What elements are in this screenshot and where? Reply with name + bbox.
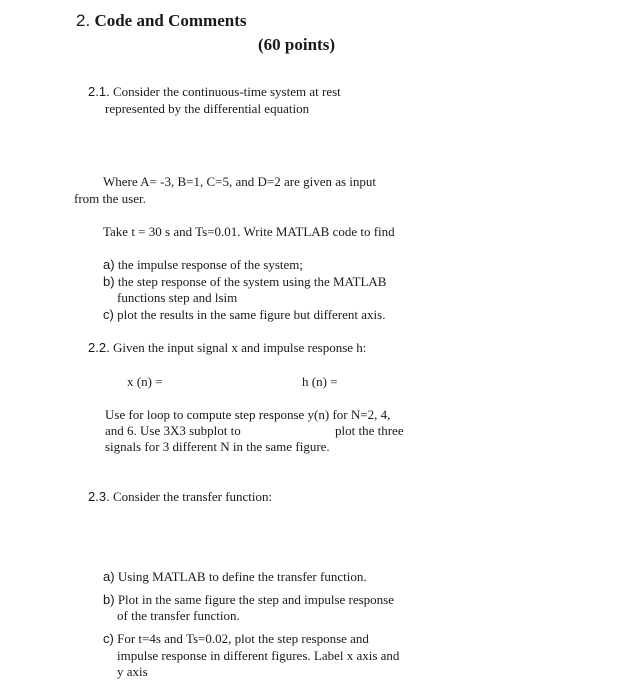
- q22-number: 2.2.: [88, 340, 110, 355]
- section-title: Code and Comments: [94, 11, 247, 30]
- q23-item-c-text: For t=4s and Ts=0.02, plot the step response and: [117, 631, 369, 646]
- q21-item-c-letter: c): [103, 307, 114, 322]
- q23-item-b-letter: b): [103, 592, 115, 607]
- q23-line1: 2.3. Consider the transfer function:: [88, 489, 273, 504]
- q21-item-b: [103, 274, 386, 290]
- q23-item-c-letter: c): [103, 631, 114, 646]
- q21-item-c-text: plot the results in the same figure but different axis.: [117, 307, 386, 322]
- q23-item-b-line2: of the transfer function.: [117, 608, 240, 623]
- q23-item-c-line3: y axis: [117, 664, 148, 679]
- q21-item-b-letter: b): [103, 274, 115, 289]
- q22-x-label: x (n) =: [127, 374, 163, 389]
- q22-body-line2b: plot the three: [335, 423, 404, 438]
- q23-item-a-letter: a): [103, 569, 115, 584]
- q23-item-a: [103, 569, 367, 585]
- q21-line1: 2.1. Consider the continuous-time system at rest: [88, 84, 341, 99]
- q21-item-b-line2: functions step and lsim: [117, 290, 238, 305]
- q22-body-line3: signals for 3 different N in the same figure.: [105, 439, 330, 454]
- q21-item-a-text: the impulse response of the system;: [117, 257, 304, 272]
- q21-line2: represented by the differential equation: [105, 101, 310, 116]
- q21-take-line: Take t = 30 s and Ts=0.01. Write MATLAB code to find: [103, 224, 395, 239]
- q23-number: 2.3.: [88, 489, 110, 504]
- section-heading: [76, 11, 247, 31]
- q22-h-label: h (n) =: [302, 374, 338, 389]
- q22-body-line1: Use for loop to compute step response y(n) for N=2, 4,: [105, 407, 391, 422]
- q23-item-c-line2: impulse response in different figures. Label x axis and: [117, 648, 400, 663]
- q21-item-c: [103, 307, 385, 323]
- q23-item-a-text: Using MATLAB to define the transfer function.: [117, 569, 367, 584]
- section-points: (60 points): [258, 35, 335, 54]
- section-number: 2.: [76, 11, 91, 30]
- q21-item-a: [103, 257, 303, 273]
- q22-body-line2a: and 6. Use 3X3 subplot to: [105, 423, 241, 438]
- q22-line1: 2.2. Given the input signal x and impulse response h:: [88, 340, 367, 355]
- q21-where-line2: from the user.: [74, 191, 146, 206]
- q23-item-c: [103, 631, 369, 647]
- q23-item-b: [103, 592, 394, 608]
- q21-number: 2.1.: [88, 84, 110, 99]
- q23-item-b-text: Plot in the same figure the step and impulse response: [117, 592, 395, 607]
- q21-item-a-letter: a): [103, 257, 115, 272]
- q21-item-b-text: the step response of the system using the MATLAB: [117, 274, 387, 289]
- q21-where-line1: Where A= -3, B=1, C=5, and D=2 are given as input: [103, 174, 377, 189]
